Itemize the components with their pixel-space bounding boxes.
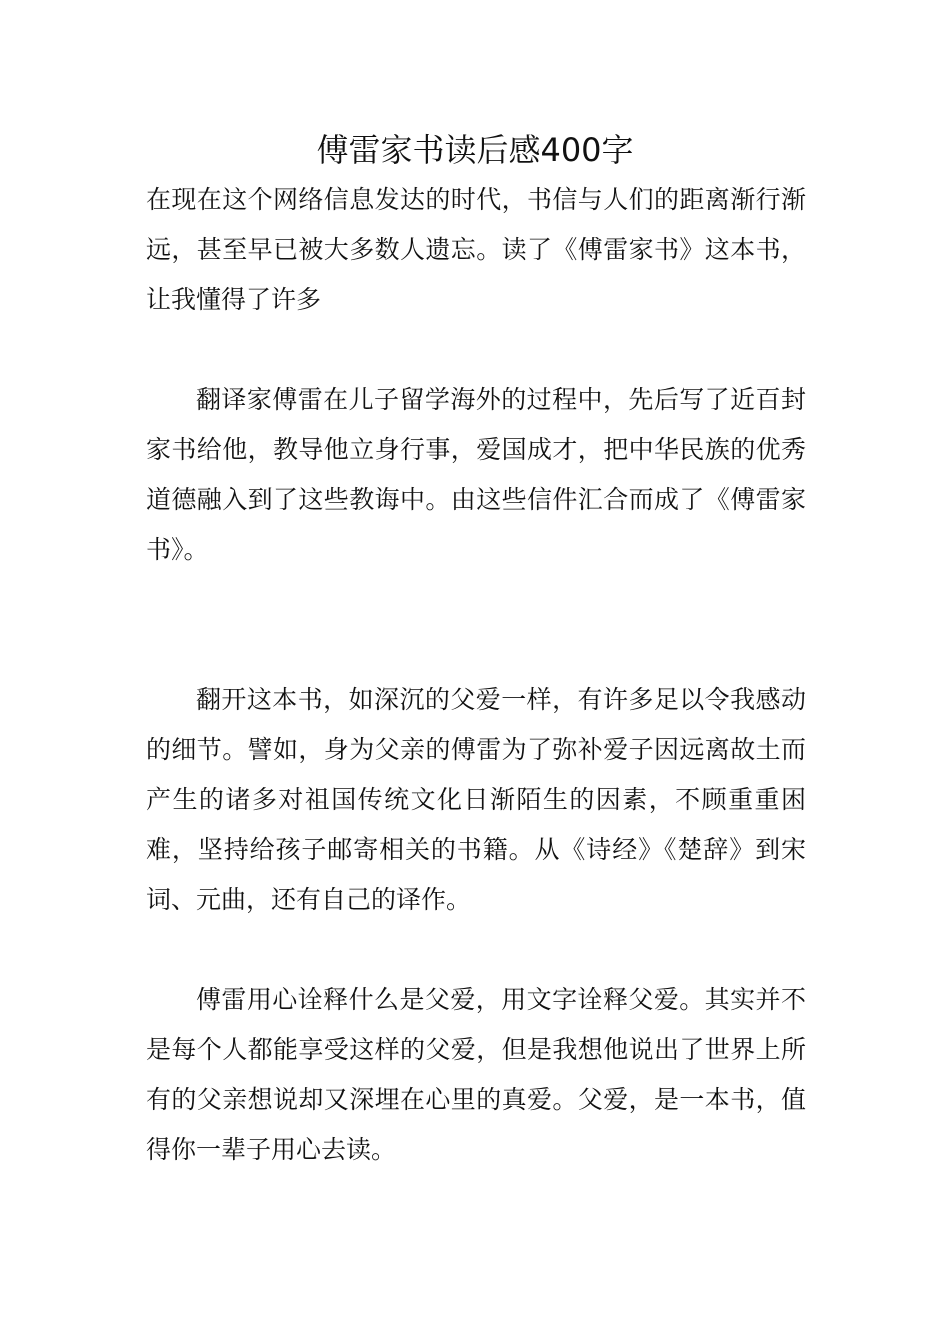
paragraph-details: 翻开这本书，如深沉的父爱一样，有许多足以令我感动的细节。譬如，身为父亲的傅雷为了弥补爱子因远离故土而产生的诸多对祖国传统文化日渐陌生的因素，不顾重重困难，坚持给孩子邮寄相关的书籍。从《诗经》《楚辞》到宋词、元曲，还有自己的译作。 — [146, 685, 806, 914]
document-title: 傅雷家书读后感400字 — [316, 131, 634, 169]
paragraph-background: 翻译家傅雷在儿子留学海外的过程中，先后写了近百封家书给他，教导他立身行事，爱国成才，把中华民族的优秀道德融入到了这些教诲中。由这些信件汇合而成了《傅雷家书》。 — [146, 385, 806, 564]
paragraph-intro: 在现在这个网络信息发达的时代，书信与人们的距离渐行渐远，甚至早已被大多数人遗忘。读了《傅雷家书》这本书，让我懂得了许多 — [146, 185, 806, 314]
paragraph-conclusion: 傅雷用心诠释什么是父爱，用文字诠释父爱。其实并不是每个人都能享受这样的父爱，但是我想他说出了世界上所有的父亲想说却又深埋在心里的真爱。父爱，是一本书，值得你一辈子用心去读。 — [146, 985, 806, 1164]
